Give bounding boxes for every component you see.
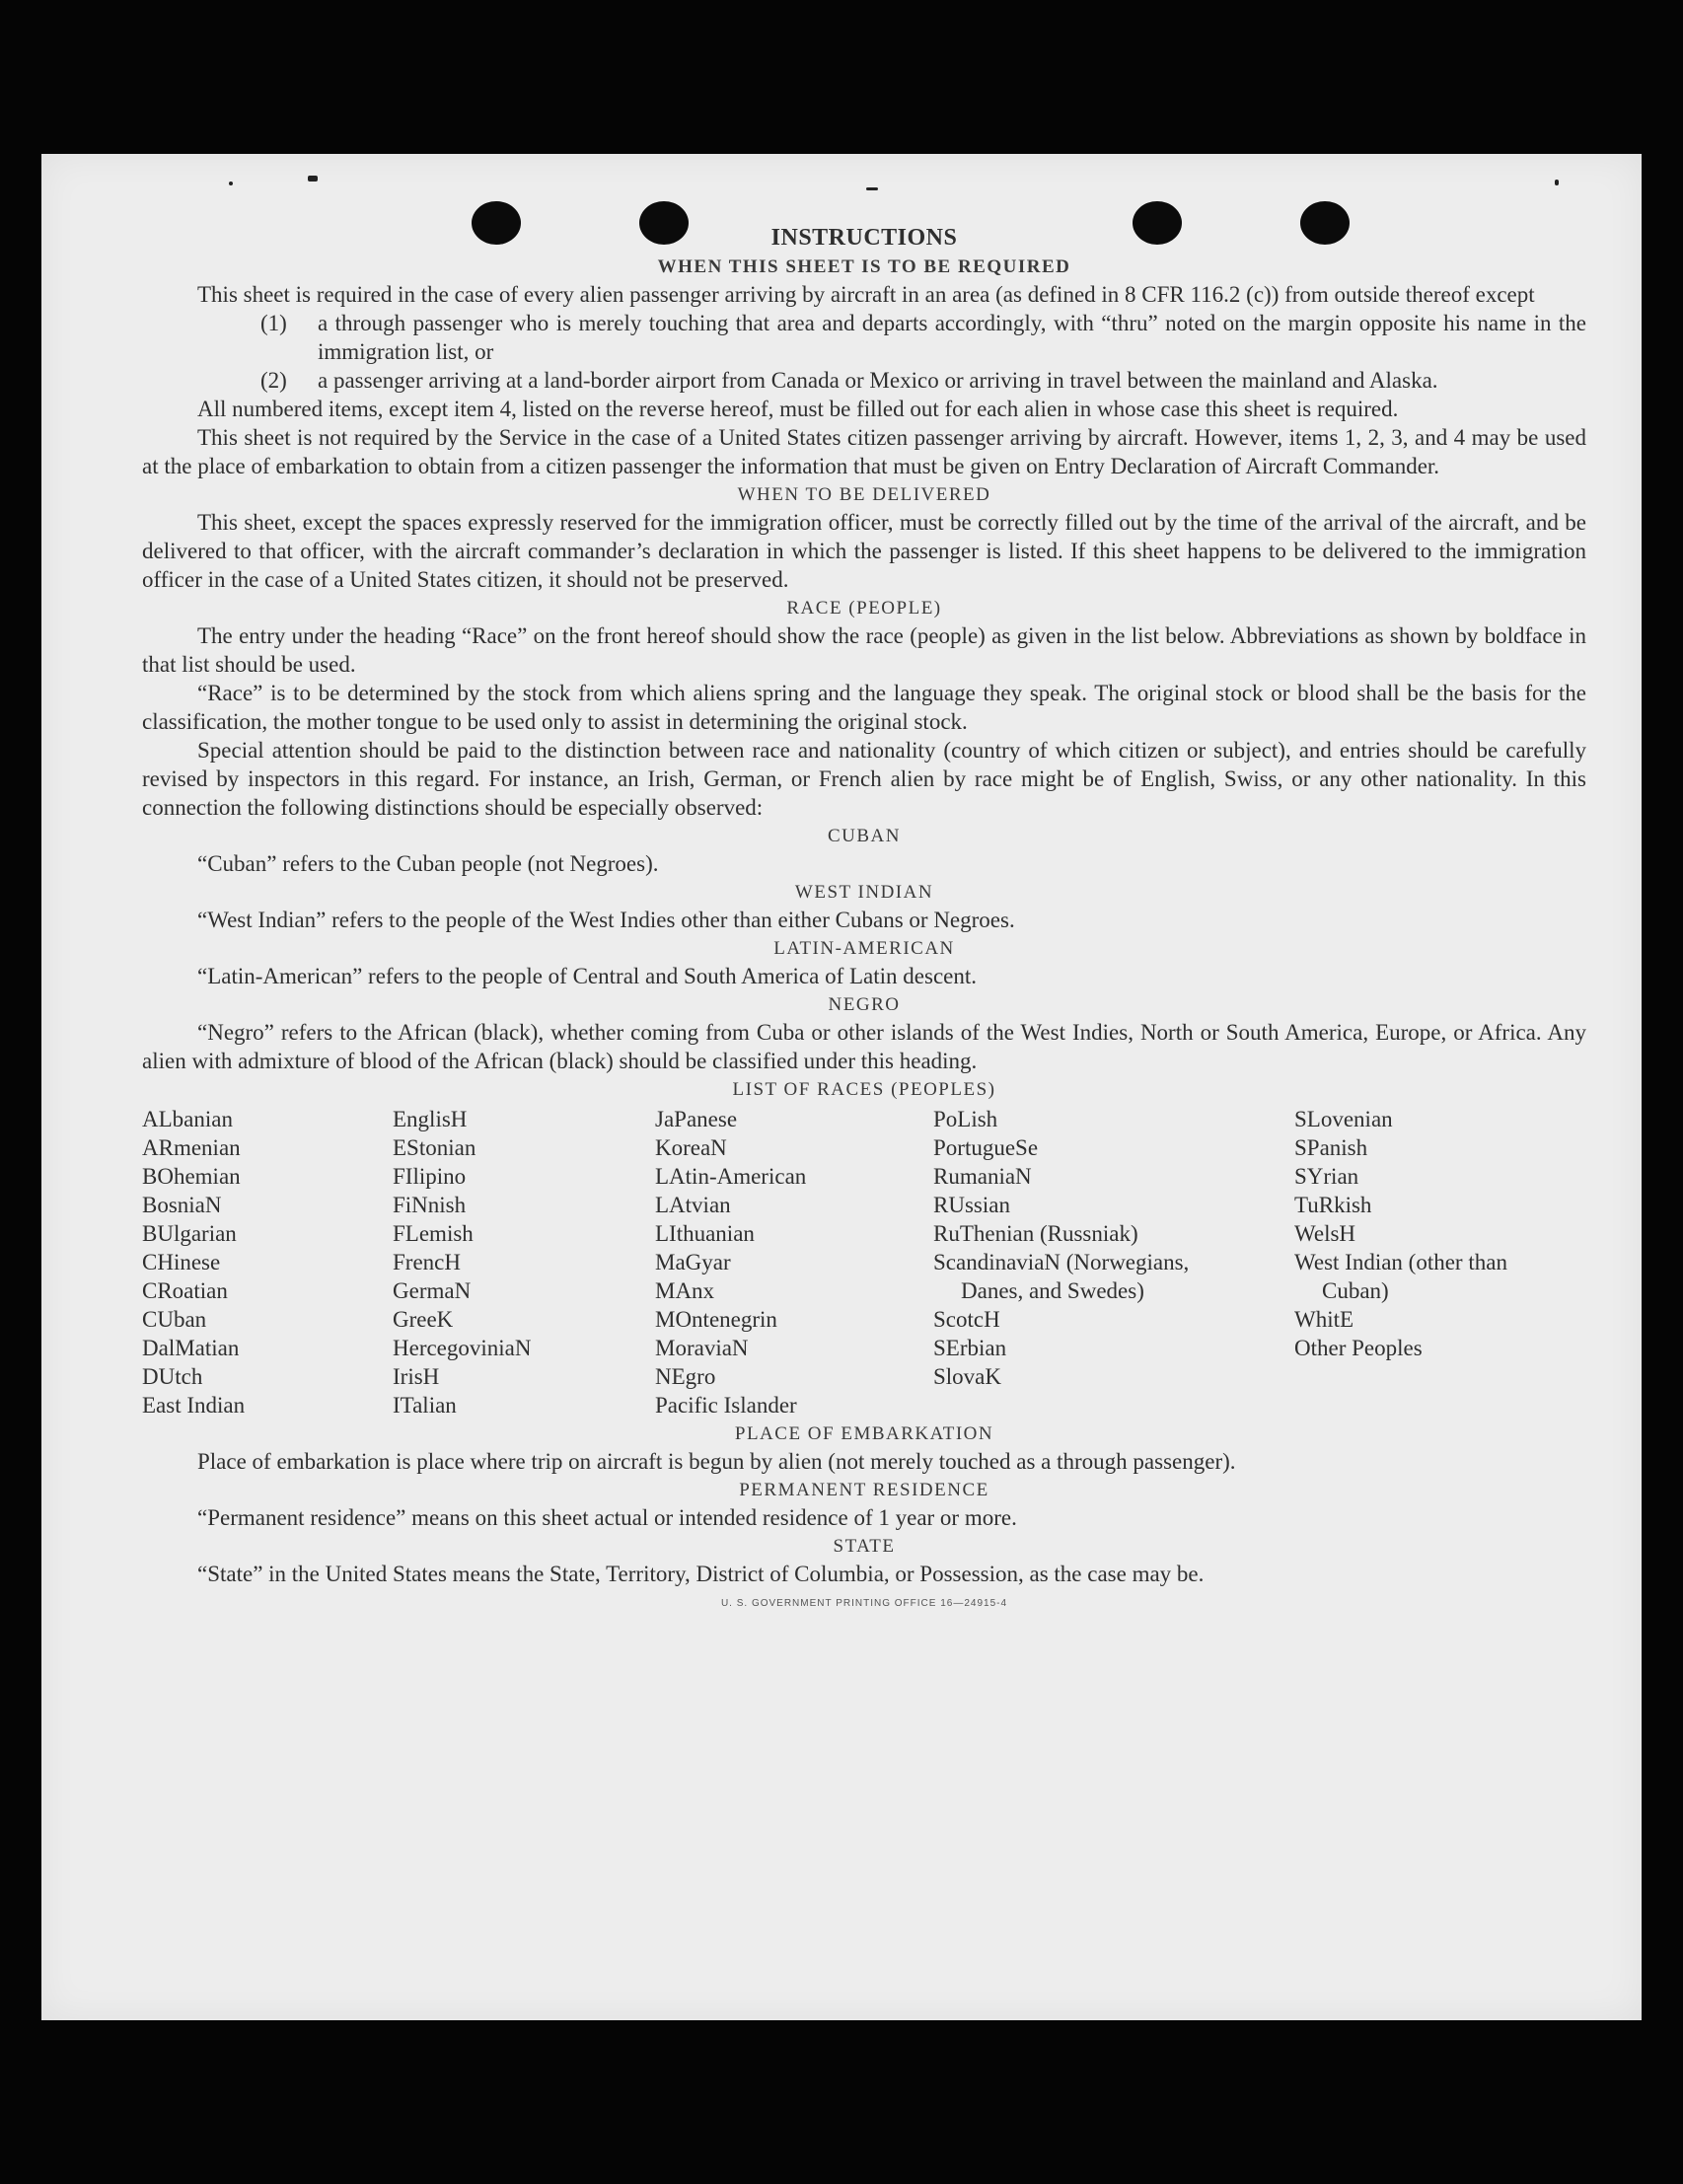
race-entry: NEgro xyxy=(655,1364,716,1389)
race-entry: MOntenegrin xyxy=(655,1307,777,1332)
heading-cuban: CUBAN xyxy=(827,826,901,846)
paragraph: This sheet is not required by the Service in the case of a United States citizen passenger arriving by aircraft. However, items 1, 2, 3, and 4 may be used at the place of embarkation to obtain from a citizen passenger the information that must be given on Entry Declaration of Aircraft Commander. xyxy=(142,425,1586,478)
race-entry: RUssian xyxy=(933,1193,1010,1217)
race-entry: MaGyar xyxy=(655,1250,731,1274)
instructions-content xyxy=(142,223,1586,1609)
race-entry: MAnx xyxy=(655,1278,715,1303)
race-entry: IrisH xyxy=(393,1364,440,1389)
races-column xyxy=(393,1105,655,1420)
heading-required: WHEN THIS SHEET IS TO BE REQUIRED xyxy=(657,256,1071,277)
race-entry: SPanish xyxy=(1294,1135,1368,1160)
race-entry: EStonian xyxy=(393,1135,476,1160)
paragraph: The entry under the heading “Race” on the front hereof should show the race (people) as given in the list below. Abbreviations as shown by boldface in that list should be used. xyxy=(142,623,1586,677)
paragraph: “Latin-American” refers to the people of Central and South America of Latin descent. xyxy=(197,964,977,988)
race-entry: FLemish xyxy=(393,1221,474,1246)
paragraph: “Race” is to be determined by the stock from which aliens spring and the language they speak. The original stock or blood shall be the basis for the classification, the mother tongue to be used only to assist in determining the original stock. xyxy=(142,681,1586,734)
race-entry: CUban xyxy=(142,1307,207,1332)
race-entry: BOhemian xyxy=(142,1164,241,1189)
race-entry: Other Peoples xyxy=(1294,1336,1423,1360)
paragraph: Special attention should be paid to the distinction between race and nationality (country of which citizen or subject), and entries should be carefully revised by inspectors in this regard. For instance, an Irish, German, or French alien by race might be of English, Swiss, or any other nationality. In this connection the following distinctions should be especially observed: xyxy=(142,738,1586,820)
paragraph: All numbered items, except item 4, listed on the reverse hereof, must be filled out for each alien in whose case this sheet is required. xyxy=(197,397,1399,421)
paragraph: “Negro” refers to the African (black), whether coming from Cuba or other islands of the West Indies, North or South America, Europe, or Africa. Any alien with admixture of blood of the African (black) should be classified under this heading. xyxy=(142,1020,1586,1073)
item-number: (2) xyxy=(260,368,287,393)
race-entry: SYrian xyxy=(1294,1164,1359,1189)
heading-state: STATE xyxy=(833,1536,896,1557)
races-column xyxy=(142,1105,393,1420)
race-entry: FiNnish xyxy=(393,1193,467,1217)
list-item xyxy=(260,309,1586,366)
heading-residence: PERMANENT RESIDENCE xyxy=(739,1480,989,1500)
race-entry: CHinese xyxy=(142,1250,221,1274)
scan-speck xyxy=(308,176,318,182)
race-entry: DUtch xyxy=(142,1364,203,1389)
page-title: INSTRUCTIONS xyxy=(770,225,958,251)
heading-embarkation: PLACE OF EMBARKATION xyxy=(734,1423,994,1444)
race-entry: PoLish xyxy=(933,1107,998,1131)
heading-latin-american: LATIN-AMERICAN xyxy=(773,938,955,959)
race-entry: FIlipino xyxy=(393,1164,467,1189)
race-entry: FrencH xyxy=(393,1250,461,1274)
race-entry: ITalian xyxy=(393,1393,457,1418)
paragraph: “State” in the United States means the State, Territory, District of Columbia, or Possession, as the case may be. xyxy=(197,1562,1205,1586)
heading-list-of-races: LIST OF RACES (PEOPLES) xyxy=(732,1079,996,1100)
item-text: a passenger arriving at a land-border airport from Canada or Mexico or arriving in travel between the mainland and Alaska. xyxy=(318,368,1438,393)
race-entry: JaPanese xyxy=(655,1107,738,1131)
heading-negro: NEGRO xyxy=(828,994,901,1015)
race-entry: SLovenian xyxy=(1294,1107,1393,1131)
race-entry: GreeK xyxy=(393,1307,454,1332)
race-entry: BosniaN xyxy=(142,1193,222,1217)
race-entry: SErbian xyxy=(933,1336,1007,1360)
race-entry: West Indian (other than Cuban) xyxy=(1294,1250,1507,1303)
race-entry: MoraviaN xyxy=(655,1336,749,1360)
scan-speck xyxy=(1555,180,1559,185)
race-entry: CRoatian xyxy=(142,1278,228,1303)
race-entry: ARmenian xyxy=(142,1135,241,1160)
race-entry: TuRkish xyxy=(1294,1193,1372,1217)
race-entry: DalMatian xyxy=(142,1336,240,1360)
race-entry: ScandinaviaN (Norwegians, Danes, and Swedes) xyxy=(933,1250,1190,1303)
race-entry: EnglisH xyxy=(393,1107,468,1131)
race-entry: ScotcH xyxy=(933,1307,1000,1332)
races-column xyxy=(1294,1105,1586,1420)
race-entry: SlovaK xyxy=(933,1364,1001,1389)
paragraph: “Permanent residence” means on this sheet actual or intended residence of 1 year or more. xyxy=(197,1505,1017,1530)
item-number: (1) xyxy=(260,311,287,335)
race-entry: LAtin-American xyxy=(655,1164,807,1189)
race-entry: PortugueSe xyxy=(933,1135,1039,1160)
race-entry: WelsH xyxy=(1294,1221,1356,1246)
paragraph: This sheet is required in the case of every alien passenger arriving by aircraft in an area (as defined in 8 CFR 116.2 (c)) from outside thereof except xyxy=(197,282,1535,307)
heading-west-indian: WEST INDIAN xyxy=(794,882,934,903)
race-entry: RuThenian (Russniak) xyxy=(933,1221,1138,1246)
race-entry: LAtvian xyxy=(655,1193,731,1217)
paragraph: Place of embarkation is place where trip on aircraft is begun by alien (not merely touched as a through passenger). xyxy=(197,1449,1236,1474)
heading-race: RACE (PEOPLE) xyxy=(786,598,942,619)
list-item xyxy=(260,366,1586,395)
paragraph: This sheet, except the spaces expressly reserved for the immigration officer, must be correctly filled out by the time of the arrival of the aircraft, and be delivered to that officer, with the aircraft commander’s declaration in which the passenger is listed. If this sheet happens to be delivered to the immigration officer in the case of a United States citizen, it should not be preserved. xyxy=(142,510,1586,592)
races-column xyxy=(655,1105,933,1420)
races-list xyxy=(142,1105,1586,1420)
race-entry: RumaniaN xyxy=(933,1164,1032,1189)
race-entry: BUlgarian xyxy=(142,1221,237,1246)
heading-delivered: WHEN TO BE DELIVERED xyxy=(737,484,991,505)
item-text: a through passenger who is merely touching that area and departs accordingly, with “thru” noted on the margin opposite his name in the immigration list, or xyxy=(318,311,1586,364)
printer-imprint: U. S. GOVERNMENT PRINTING OFFICE 16—24915-4 xyxy=(720,1598,1008,1609)
scan-speck xyxy=(229,182,233,185)
race-entry: KoreaN xyxy=(655,1135,727,1160)
paragraph: “West Indian” refers to the people of the West Indies other than either Cubans or Negroes. xyxy=(197,908,1015,932)
race-entry: ALbanian xyxy=(142,1107,233,1131)
document-sheet xyxy=(41,154,1642,2020)
races-column xyxy=(933,1105,1294,1420)
race-entry: GermaN xyxy=(393,1278,472,1303)
race-entry: East Indian xyxy=(142,1393,246,1418)
paragraph: “Cuban” refers to the Cuban people (not Negroes). xyxy=(197,851,659,876)
scan-speck xyxy=(866,187,878,190)
race-entry: WhitE xyxy=(1294,1307,1354,1332)
race-entry: Pacific Islander xyxy=(655,1393,797,1418)
race-entry: LIthuanian xyxy=(655,1221,755,1246)
race-entry: HercegoviniaN xyxy=(393,1336,532,1360)
